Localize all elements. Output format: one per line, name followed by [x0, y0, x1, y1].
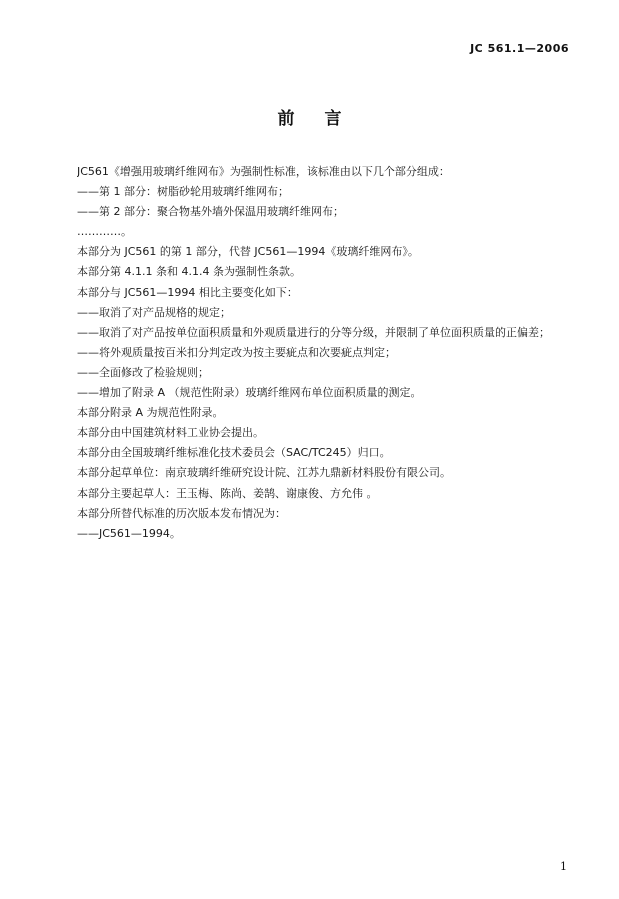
text-line: 本部分由中国建筑材料工业协会提出。	[77, 426, 264, 440]
text-line: ——取消了对产品规格的规定；	[77, 305, 231, 319]
foreword-body	[77, 162, 577, 544]
text-line: ——取消了对产品按单位面积质量和外观质量进行的分等分级，并限制了单位面积质量的正偏差；	[77, 325, 550, 339]
text-line: ——第 2 部分：聚合物基外墙外保温用玻璃纤维网布；	[77, 205, 344, 219]
text-line: ——JC561—1994。	[77, 526, 181, 540]
text-line: 本部分为 JC561 的第 1 部分，代替 JC561—1994《玻璃纤维网布》。	[77, 245, 419, 259]
text-line: ——全面修改了检验规则；	[77, 365, 209, 379]
text-line: ——将外观质量按百米扣分判定改为按主要疵点和次要疵点判定；	[77, 345, 396, 359]
text-line: 本部分第 4.1.1 条和 4.1.4 条为强制性条款。	[77, 265, 301, 279]
text-line: JC561《增强用玻璃纤维网布》为强制性标准，该标准由以下几个部分组成：	[77, 165, 450, 178]
text-line: ——第 1 部分：树脂砂轮用玻璃纤维网布；	[77, 185, 289, 199]
text-line: ——增加了附录 A （规范性附录）玻璃纤维网布单位面积质量的测定。	[77, 386, 422, 400]
text-line: 本部分所替代标准的历次版本发布情况为：	[77, 506, 286, 520]
text-line: 本部分主要起草人：王玉梅、陈尚、姜鹄、谢康俊、方允伟 。	[77, 486, 378, 500]
page-number: 1	[560, 860, 567, 873]
page-title: 前言	[277, 109, 372, 129]
text-line: 本部分与 JC561—1994 相比主要变化如下：	[77, 285, 298, 299]
text-line: 本部分由全国玻璃纤维标准化技术委员会（SAC/TC245）归口。	[77, 446, 391, 460]
standard-code: JC 561.1—2006	[470, 42, 569, 55]
text-line: 本部分起草单位：南京玻璃纤维研究设计院、江苏九鼎新材料股份有限公司。	[77, 466, 451, 480]
text-line: …………。	[77, 225, 132, 239]
text-line: 本部分附录 A 为规范性附录。	[77, 406, 224, 420]
